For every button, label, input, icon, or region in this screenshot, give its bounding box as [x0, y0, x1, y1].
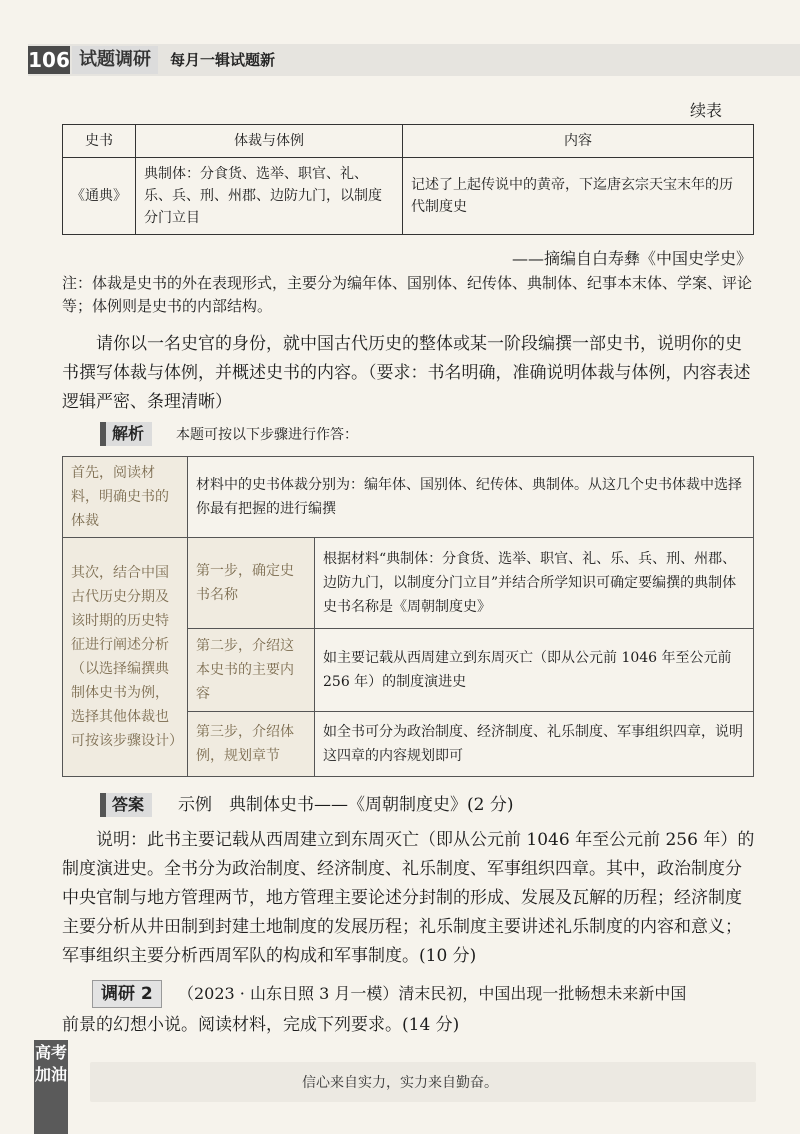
note-text: 注：体裁是史书的外在表现形式，主要分为编年体、国别体、纪传体、典制体、纪事本末体、学案、评论等；体例则是史书的内部结构。	[62, 274, 753, 315]
step-label: 第一步，确定史书名称	[188, 538, 315, 629]
step-label: 第二步，介绍这本史书的主要内容	[188, 629, 315, 712]
step-text-first: 材料中的史书体裁分别为：编年体、国别体、纪传体、典制体。从这几个史书体裁中选择你最有把握的进行编撰	[188, 457, 754, 538]
citation: ——摘编自白寿彝《中国史学史》	[511, 249, 752, 268]
answer-explanation: 说明：此书主要记载从西周建立到东周灭亡（即从公元前 1046 年至公元前 256 年）的制度演进史。全书分为政治制度、经济制度、礼乐制度、军事组织四章。其中，政治制度分中央官制与地方管理两节，地方管理主要论述分封制的形成、发展及瓦解的历程；经济制度主要分析从井田制到封建土地制度的发展历程；礼乐制度主要讲述礼乐制度的内容和意义；军事组织主要分析西周军队的构成和军事制度。(10 分)	[62, 830, 755, 966]
analysis-table	[62, 456, 754, 777]
answer-example: 示例 典制体史书——《周朝制度史》(2 分)	[178, 795, 514, 815]
table-header-cell: 体裁与体例	[136, 125, 403, 158]
step-text: 如主要记载从西周建立到东周灭亡（即从公元前 1046 年至公元前 256 年）的制度演进史	[315, 629, 754, 712]
table-cell: 《通典》	[63, 158, 136, 235]
history-book-table	[62, 124, 754, 235]
table-cell: 典制体：分食货、选举、职官、礼、乐、兵、刑、州郡、边防九门，以制度分门立目	[136, 158, 403, 235]
step-label-second: 其次，结合中国古代历史分期及该时期的历史特征进行阐述分析（以选择编撰典制体史书为例，选择其他体裁也可按该步骤设计）	[63, 538, 188, 777]
step-text: 根据材料“典制体：分食货、选举、职官、礼、乐、兵、刑、州郡、边防九门，以制度分门立目”并结合所学知识可确定要编撰的典制体史书名称是《周朝制度史》	[315, 538, 754, 629]
table-header-row	[63, 125, 754, 158]
step-text: 如全书可分为政治制度、经济制度、礼乐制度、军事组织四章，说明这四章的内容规划即可	[315, 712, 754, 777]
table-row	[63, 538, 754, 629]
step-label: 第三步，介绍体例，规划章节	[188, 712, 315, 777]
side-tab: 高考加油	[34, 1040, 68, 1134]
table-header-cell: 史书	[63, 125, 136, 158]
page-number: 106	[28, 48, 70, 72]
table-cell: 记述了上起传说中的黄帝，下迄唐玄宗天宝末年的历代制度史	[403, 158, 754, 235]
footer-motto: 信心来自实力，实力来自勤奋。	[302, 1075, 498, 1091]
continued-label: 续表	[689, 101, 722, 120]
table-header-cell: 内容	[403, 125, 754, 158]
answer-label: 答案	[100, 793, 152, 817]
analysis-intro: 本题可按以下步骤进行作答：	[176, 427, 358, 443]
analysis-label: 解析	[100, 422, 152, 446]
research-2-label: 调研 2	[92, 980, 162, 1008]
research-2-text: （2023 · 山东日照 3 月一模）清末民初，中国出现一批畅想未来新中国	[178, 984, 687, 1003]
step-label-first: 首先，阅读材料，明确史书的体裁	[63, 457, 188, 538]
research-2-text-cont: 前景的幻想小说。阅读材料，完成下列要求。(14 分)	[62, 1015, 460, 1035]
header-subtitle: 每月一辑试题新	[170, 51, 276, 69]
question-prompt: 请你以一名史官的身份，就中国古代历史的整体或某一阶段编撰一部史书，说明你的史书撰写体裁与体例，并概述史书的内容。（要求：书名明确，准确说明体裁与体例，内容表述逻辑严密、条理清晰）	[62, 334, 751, 412]
table-row	[63, 158, 754, 235]
section-title: 试题调研	[72, 46, 158, 74]
table-row	[63, 457, 754, 538]
